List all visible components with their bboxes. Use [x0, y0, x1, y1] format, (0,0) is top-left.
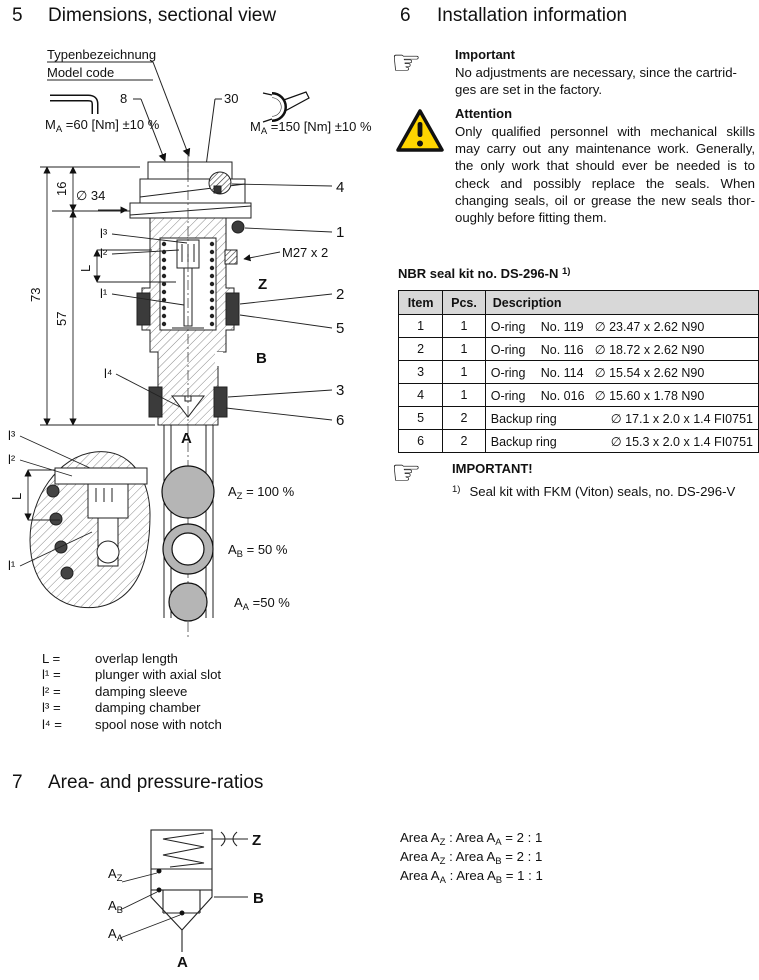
thread-label: M27 x 2	[282, 245, 329, 260]
port-b-label: B	[256, 350, 267, 367]
section-6-number: 6	[400, 5, 411, 26]
area-ratio-line: Area $A_Z$ : Area $A_A = 2$ : 1	[400, 830, 543, 848]
important2-title: IMPORTANT!	[452, 461, 533, 476]
detail-view	[30, 452, 150, 608]
table-header-row: Item Pcs. Description	[399, 291, 759, 315]
detail-leaders	[20, 436, 92, 566]
detail-l1-label: l¹	[8, 558, 16, 573]
wrench-size-label: 30	[224, 91, 239, 106]
wrench-icon	[263, 92, 309, 122]
area-ratio-line: Area $A_Z$ : Area $A_B = 2$ : 1	[400, 849, 543, 867]
area-port-circles	[162, 466, 214, 621]
seal-kit-title: NBR seal kit no. DS-296-N $^{1)}$	[398, 266, 571, 281]
symbol-a-label: A	[177, 954, 188, 971]
leader-lines	[112, 184, 332, 420]
detail-L-label: L	[9, 492, 24, 500]
table-row: 1 1 O-ring No. 119 ∅ 23.47 x 2.62 N90	[399, 315, 759, 338]
section-5-number: 5	[12, 5, 23, 26]
dim-16-label: 16	[54, 181, 69, 196]
legend-row: l⁴ = spool nose with notch	[42, 716, 222, 732]
wrench-torque-label: $M_A =150$ [Nm] ±10 %	[250, 119, 372, 137]
callout-3: 3	[336, 382, 345, 399]
legend-row: l³ = damping chamber	[42, 700, 201, 716]
area-ratio-line: Area $A_A$ : Area $A_B = 1$ : 1	[400, 868, 543, 886]
stem-tube	[164, 425, 213, 618]
allen-size-label: 8	[120, 91, 128, 106]
model-code-label-de: Typenbezeichnung	[47, 47, 157, 62]
detail-l2-label: l²	[8, 452, 16, 467]
area-ab-label: $A_B = 50$ %	[228, 542, 288, 560]
detail-l3-label: l³	[8, 428, 16, 443]
attention-title: Attention	[455, 106, 513, 121]
dim-57-label: 57	[54, 311, 69, 326]
area-ratio-list	[400, 828, 543, 885]
attention-text: Only qualified personnel with mechanical skills may carry out any maintenance work. Generally, the only work that should ever be needed is to check and possibly replace the seals. When changing seals, oil or grease the new seals thor- oughly before fitting them.	[455, 124, 755, 226]
callout-1: 1	[336, 224, 345, 241]
legend-row: l¹ = plunger with axial slot	[42, 667, 222, 683]
valve-body	[130, 162, 251, 425]
symbol-z-label: Z	[252, 832, 262, 849]
table-row: 5 2 Backup ring ∅ 17.1 x 2.0 x 1.4 FI0751	[399, 407, 759, 430]
section-7-number: 7	[12, 772, 23, 793]
dim-73-label: 73	[28, 287, 43, 302]
callout-6: 6	[336, 412, 345, 429]
seal-kit-table	[398, 290, 759, 453]
area-aa-label: $A_A =50$ %	[234, 595, 290, 613]
valve-symbol	[120, 830, 248, 952]
ref-l1-label: l¹	[100, 286, 108, 301]
dim-L-label: L	[78, 264, 93, 272]
symbol-junction-dots	[157, 869, 185, 916]
symbol-aa-label: $A_A$	[108, 926, 124, 944]
pointing-hand-icon: ☞	[391, 454, 422, 492]
legend	[42, 651, 222, 733]
port-z-label: Z	[258, 276, 268, 293]
table-row: 4 1 O-ring No. 016 ∅ 15.60 x 1.78 N90	[399, 384, 759, 407]
ref-l2-label: l²	[100, 246, 108, 261]
important2-note: $^{1)}$ Seal kit with FKM (Viton) seals, no. DS-296-V	[452, 484, 736, 499]
symbol-ab-label: $A_B$	[108, 898, 124, 916]
legend-row: L = overlap length	[42, 651, 178, 666]
table-row: 3 1 O-ring No. 114 ∅ 15.54 x 2.62 N90	[399, 361, 759, 384]
section-5-title: Dimensions, sectional view	[48, 5, 277, 26]
dimension-lines	[40, 167, 176, 425]
dim-dia34-label: ∅ 34	[76, 188, 106, 203]
section-7-title: Area- and pressure-ratios	[48, 772, 264, 793]
symbol-b-label: B	[253, 890, 264, 907]
important-text: No adjustments are necessary, since the cartrid- ges are set in the factory.	[455, 65, 737, 98]
symbol-az-label: $A_Z$	[108, 866, 123, 884]
model-code-label-en: Model code	[47, 65, 115, 80]
port-a-label: A	[181, 430, 192, 447]
section-6-title: Installation information	[437, 5, 628, 26]
pointing-hand-icon: ☞	[391, 44, 422, 82]
allen-key-icon	[50, 98, 95, 114]
ref-l3-label: l³	[100, 226, 108, 241]
ref-l4-label: l⁴	[104, 366, 113, 381]
table-row: 2 1 O-ring No. 116 ∅ 18.72 x 2.62 N90	[399, 338, 759, 361]
area-az-label: $A_Z = 100$ %	[228, 484, 295, 502]
warning-triangle-icon	[395, 108, 445, 154]
important-title: Important	[455, 47, 515, 62]
allen-torque-label: $M_A =60$ [Nm] ±10 %	[45, 117, 160, 135]
callout-5: 5	[336, 320, 345, 337]
callout-2: 2	[336, 286, 345, 303]
spring-coils	[162, 242, 214, 326]
legend-row: l² = damping sleeve	[42, 683, 188, 699]
callout-4: 4	[336, 179, 345, 196]
table-row: 6 2 Backup ring ∅ 15.3 x 2.0 x 1.4 FI0751	[399, 430, 759, 453]
